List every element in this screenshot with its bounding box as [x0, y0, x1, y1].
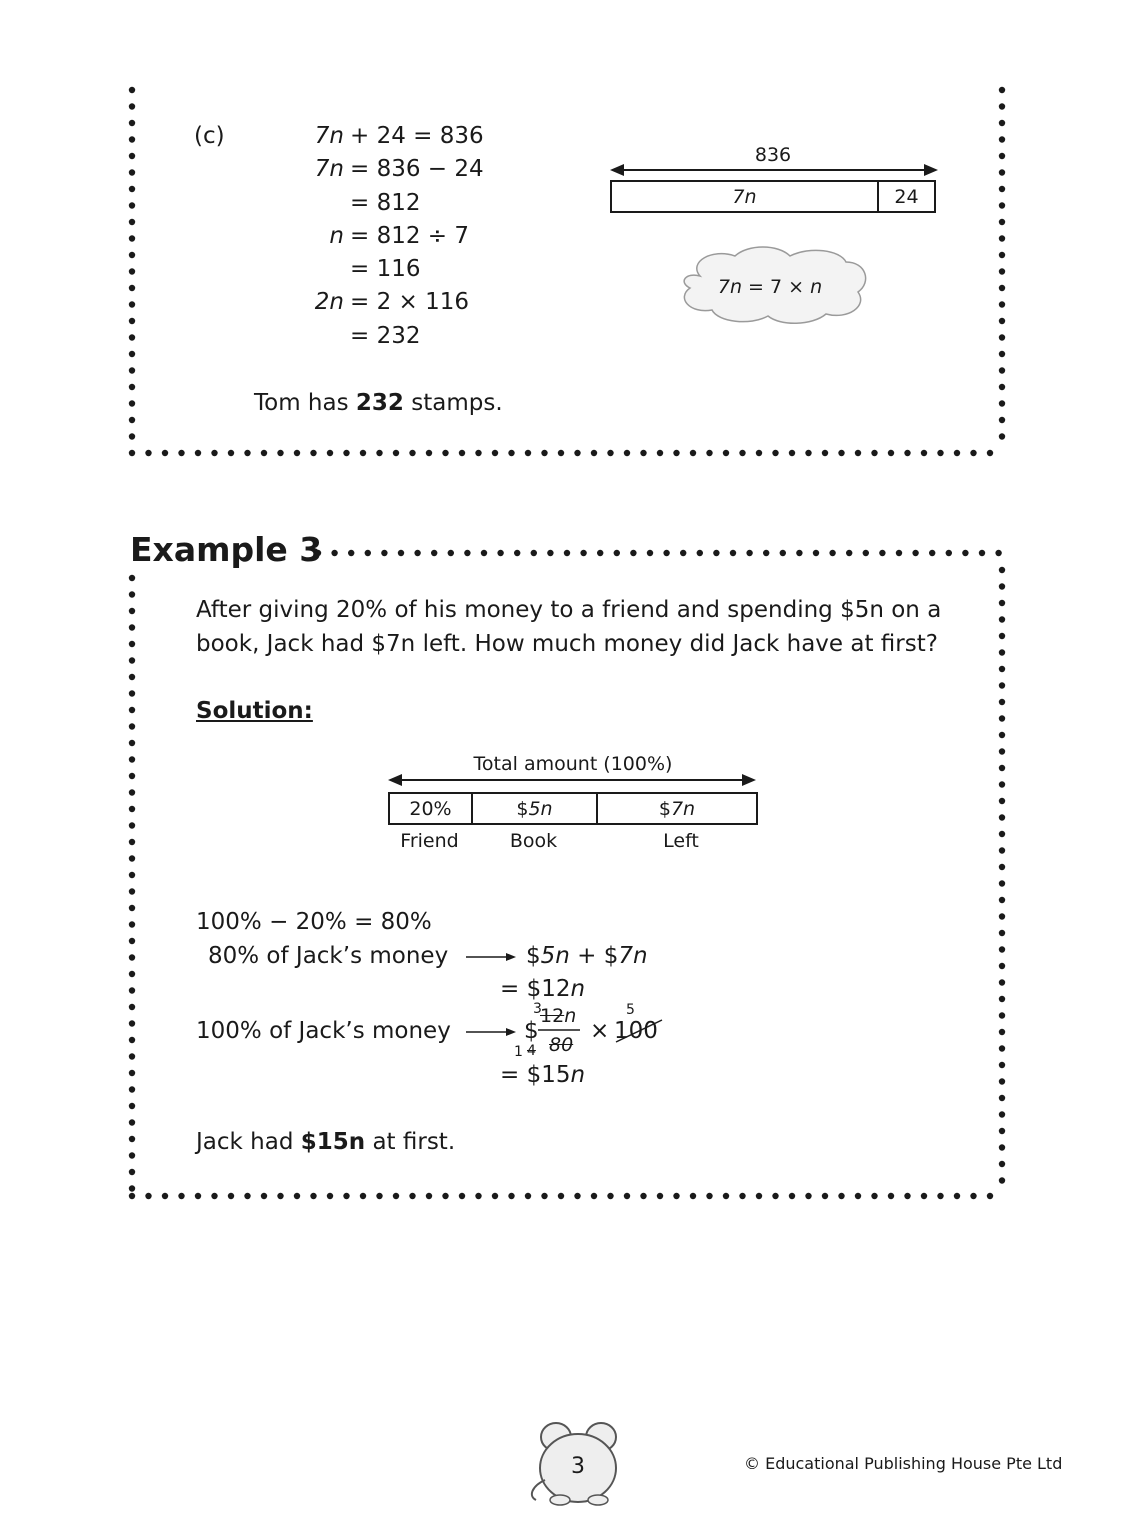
working-line-2-rhs: $5n + $7n — [526, 943, 648, 969]
model-3-label-friend: Friend — [400, 830, 459, 852]
question-line-2: book, Jack had $7n left. How much money did Jack have at first? — [196, 631, 938, 657]
model-3-seg-friend: 20% — [390, 794, 473, 823]
multiplier-100: 100 — [614, 1018, 658, 1044]
part-c-answer: Tom has 232 stamps. — [254, 390, 503, 416]
eq-line-3: = 812 — [350, 190, 421, 216]
model-3-label-left: Left — [663, 830, 699, 852]
model-c-seg-24: 24 — [894, 185, 919, 208]
working-line-4-lhs: 100% of Jack’s money — [196, 1018, 451, 1044]
example-3-title: Example 3 — [130, 530, 323, 569]
eq-line-1-rhs: + 24 = 836 — [350, 123, 484, 149]
cancel-den-1: 1 — [514, 1044, 523, 1060]
model-3-total-label: Total amount (100%) — [473, 753, 673, 775]
eq-line-6-rhs: = 2 × 116 — [350, 289, 470, 315]
example-3-answer: Jack had $15n at first. — [196, 1129, 456, 1155]
working-line-2-lhs: 80% of Jack’s money — [208, 943, 449, 969]
working-line-1: 100% − 20% = 80% — [196, 909, 432, 935]
solution-heading: Solution: — [196, 698, 313, 724]
working-line-5: = $15n — [500, 1062, 586, 1088]
eq-line-5: = 116 — [350, 256, 421, 282]
question-line-1: After giving 20% of his money to a friend and spending $5n on a — [196, 597, 942, 623]
model-3-seg-left: $ 7n — [658, 797, 696, 820]
cancel-num-3: 3 — [533, 1001, 542, 1017]
copyright: © Educational Publishing House Pte Ltd — [744, 1454, 1063, 1473]
cancel-den-4: 4 — [527, 1043, 536, 1059]
eq-line-1-lhs: 7n — [314, 123, 344, 149]
eq-line-7: = 232 — [350, 323, 421, 349]
model-3-seg-book: $ 5n — [473, 794, 598, 823]
eq-line-6-lhs: 2n — [314, 289, 344, 315]
cloud-note: 7n = 7 × n — [717, 276, 823, 298]
model-c-seg-7n: 7n — [612, 182, 879, 211]
times-sign: × — [590, 1018, 610, 1044]
part-c-label: (c) — [194, 123, 225, 149]
model-3-label-book: Book — [509, 830, 558, 852]
cancel-mult-5: 5 — [626, 1002, 635, 1018]
eq-line-2-rhs: = 836 − 24 — [350, 156, 484, 182]
eq-line-2-lhs: 7n — [314, 156, 344, 182]
eq-line-4-lhs: n — [329, 223, 344, 249]
fraction-numerator: 12n — [540, 1005, 577, 1027]
page-number: 3 — [571, 1454, 585, 1479]
model-c-total-label: 836 — [754, 144, 792, 166]
working-line-3: = $12n — [500, 976, 586, 1002]
fraction-denominator: 80 — [549, 1034, 574, 1056]
fraction-dollar: $ — [524, 1018, 539, 1044]
eq-line-4-rhs: = 812 ÷ 7 — [350, 223, 470, 249]
